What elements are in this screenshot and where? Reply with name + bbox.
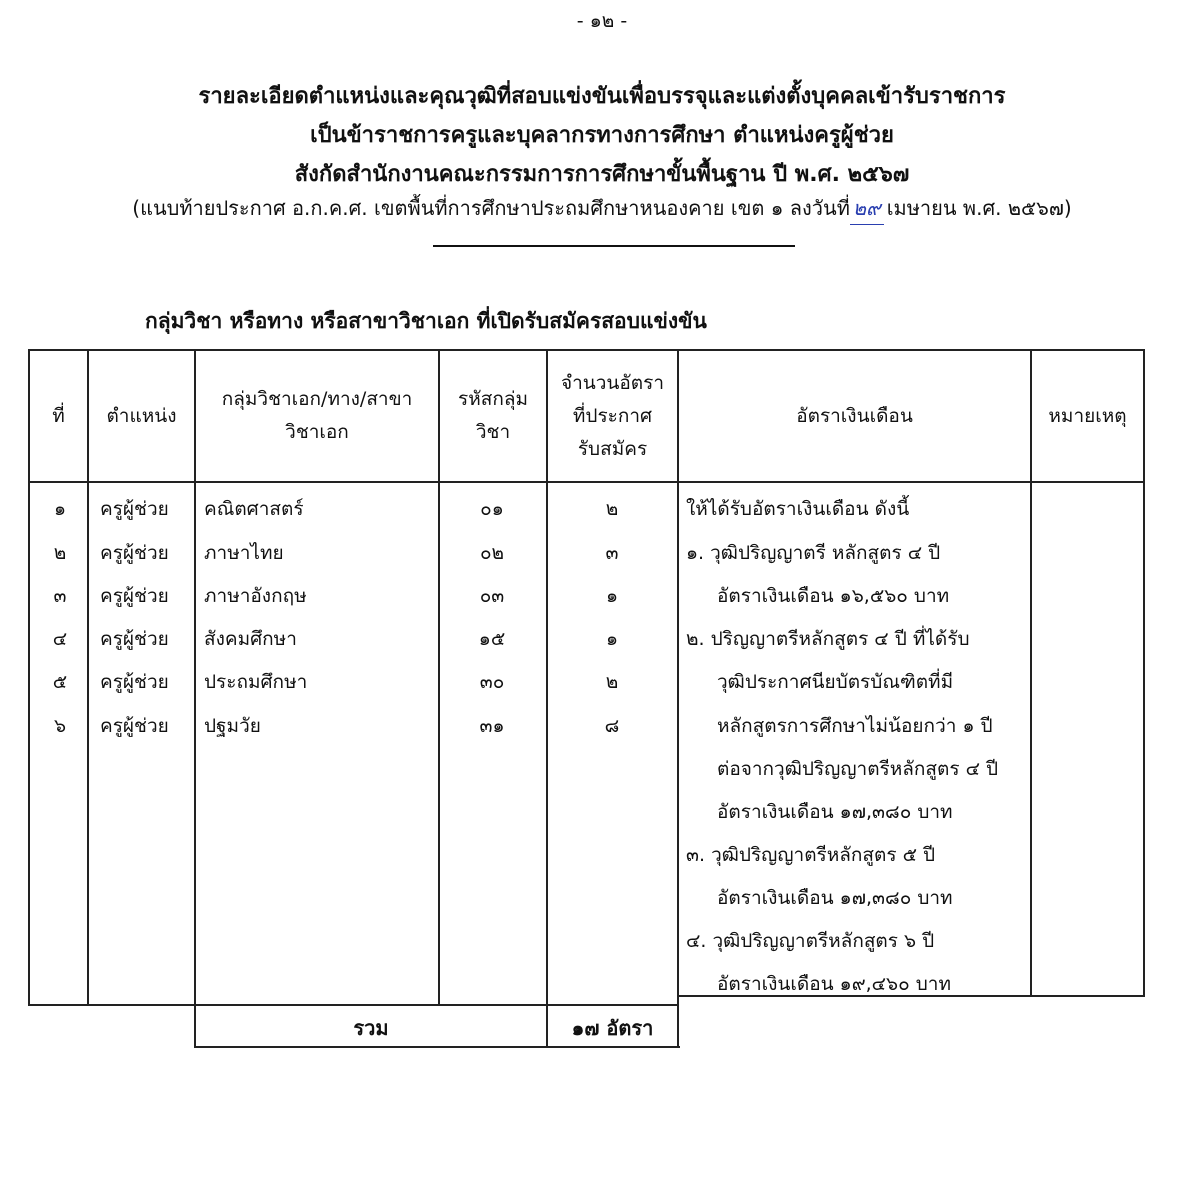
header-quantity-line-1: จำนวนอัตรา — [560, 371, 665, 394]
row-position: ครูผู้ช่วย — [100, 498, 169, 520]
header-quantity-line-3: รับสมัคร — [577, 437, 648, 460]
header-quantity-line-2: ที่ประกาศ — [572, 404, 653, 427]
header-subject-line-1: กลุ่มวิชาเอก/ทาง/สาขา — [221, 388, 413, 410]
salary-line: ต่อจากวุฒิปริญญาตรีหลักสูตร ๔ ปี — [717, 758, 999, 780]
table-body-bottom-left — [28, 1004, 678, 1006]
header-remark: หมายเหตุ — [1048, 404, 1127, 427]
row-subject: ภาษาไทย — [204, 542, 284, 564]
header-quantity — [548, 351, 677, 481]
title-line-3: สังกัดสำนักงานคณะกรรมการการศึกษาขั้นพื้นฐาน ปี พ.ศ. ๒๕๖๗ — [294, 162, 910, 187]
annex-day-handwritten: ๒๙ — [850, 192, 884, 225]
salary-line: วุฒิประกาศนียบัตรบัณฑิตที่มี — [717, 671, 954, 693]
subheading: กลุ่มวิชา หรือทาง หรือสาขาวิชาเอก ที่เปิดรับสมัครสอบแข่งขัน — [145, 309, 707, 333]
page-number: - ๑๒ - — [576, 10, 628, 32]
title-divider — [433, 245, 795, 247]
col-line-7 — [1143, 349, 1145, 997]
row-position: ครูผู้ช่วย — [100, 715, 169, 737]
salary-line: อัตราเงินเดือน ๑๗,๓๘๐ บาท — [717, 801, 953, 823]
header-code — [440, 351, 546, 481]
header-subject — [196, 351, 438, 481]
row-code: ๐๓ — [479, 585, 505, 607]
row-quantity: ๓ — [605, 542, 619, 564]
salary-line: ให้ได้รับอัตราเงินเดือน ดังนี้ — [686, 498, 910, 520]
header-code-line-2: วิชา — [475, 421, 511, 443]
row-no: ๑ — [53, 498, 67, 520]
row-no: ๖ — [53, 715, 67, 737]
row-code: ๓๑ — [479, 715, 505, 737]
annex-suffix: เมษายน พ.ศ. ๒๕๖๗) — [886, 196, 1072, 220]
row-subject: ภาษาอังกฤษ — [204, 585, 307, 607]
total-bottom-border — [196, 1046, 680, 1048]
title-line-2: เป็นข้าราชการครูและบุคลากรทางการศึกษา ตำแหน่งครูผู้ช่วย — [310, 123, 894, 148]
row-subject: คณิตศาสตร์ — [204, 498, 304, 520]
row-quantity: ๒ — [605, 671, 619, 693]
salary-line: อัตราเงินเดือน ๑๗,๓๘๐ บาท — [717, 887, 953, 909]
row-no: ๔ — [52, 628, 68, 650]
salary-line: อัตราเงินเดือน ๑๙,๔๖๐ บาท — [717, 973, 952, 995]
row-no: ๕ — [52, 671, 68, 693]
row-position: ครูผู้ช่วย — [100, 585, 169, 607]
row-no: ๓ — [53, 585, 67, 607]
row-no: ๒ — [53, 542, 67, 564]
row-position: ครูผู้ช่วย — [100, 542, 169, 564]
header-code-line-1: รหัสกลุ่ม — [458, 388, 528, 410]
row-position: ครูผู้ช่วย — [100, 671, 169, 693]
title-line-1: รายละเอียดตำแหน่งและคุณวุฒิที่สอบแข่งขันเพื่อบรรจุและแต่งตั้งบุคคลเข้ารับราชการ — [198, 84, 1006, 109]
header-salary: อัตราเงินเดือน — [796, 404, 913, 427]
salary-line: ๑. วุฒิปริญญาตรี หลักสูตร ๔ ปี — [686, 542, 941, 564]
row-subject: ประถมศึกษา — [204, 671, 308, 693]
row-quantity: ๒ — [605, 498, 619, 520]
salary-line: ๔. วุฒิปริญญาตรีหลักสูตร ๖ ปี — [686, 930, 935, 952]
annex-prefix: (แนบท้ายประกาศ อ.ก.ค.ศ. เขตพื้นที่การศึกษาประถมศึกษาหนองคาย เขต ๑ ลงวันที่ — [132, 196, 850, 220]
row-code: ๐๒ — [479, 542, 505, 564]
salary-line: อัตราเงินเดือน ๑๖,๕๖๐ บาท — [717, 585, 950, 607]
salary-line: ๒. ปริญญาตรีหลักสูตร ๔ ปี ที่ได้รับ — [686, 628, 970, 650]
salary-line: ๓. วุฒิปริญญาตรีหลักสูตร ๕ ปี — [686, 844, 936, 866]
row-code: ๑๕ — [478, 628, 506, 650]
row-quantity: ๑ — [605, 585, 619, 607]
row-quantity: ๑ — [605, 628, 619, 650]
header-position: ตำแหน่ง — [106, 404, 177, 427]
row-subject: สังคมศึกษา — [204, 628, 297, 650]
total-value: ๑๗ อัตรา — [571, 1016, 654, 1040]
header-no: ที่ — [52, 404, 65, 427]
salary-line: หลักสูตรการศึกษาไม่น้อยกว่า ๑ ปี — [717, 715, 993, 737]
row-quantity: ๘ — [604, 715, 620, 737]
total-label: รวม — [353, 1016, 389, 1040]
row-subject: ปฐมวัย — [204, 715, 261, 737]
table-right-join — [1119, 995, 1145, 997]
row-code: ๓๐ — [479, 671, 505, 693]
row-code: ๐๑ — [480, 498, 504, 520]
annex-line — [0, 192, 1204, 225]
header-subject-line-2: วิชาเอก — [285, 421, 349, 443]
row-position: ครูผู้ช่วย — [100, 628, 169, 650]
